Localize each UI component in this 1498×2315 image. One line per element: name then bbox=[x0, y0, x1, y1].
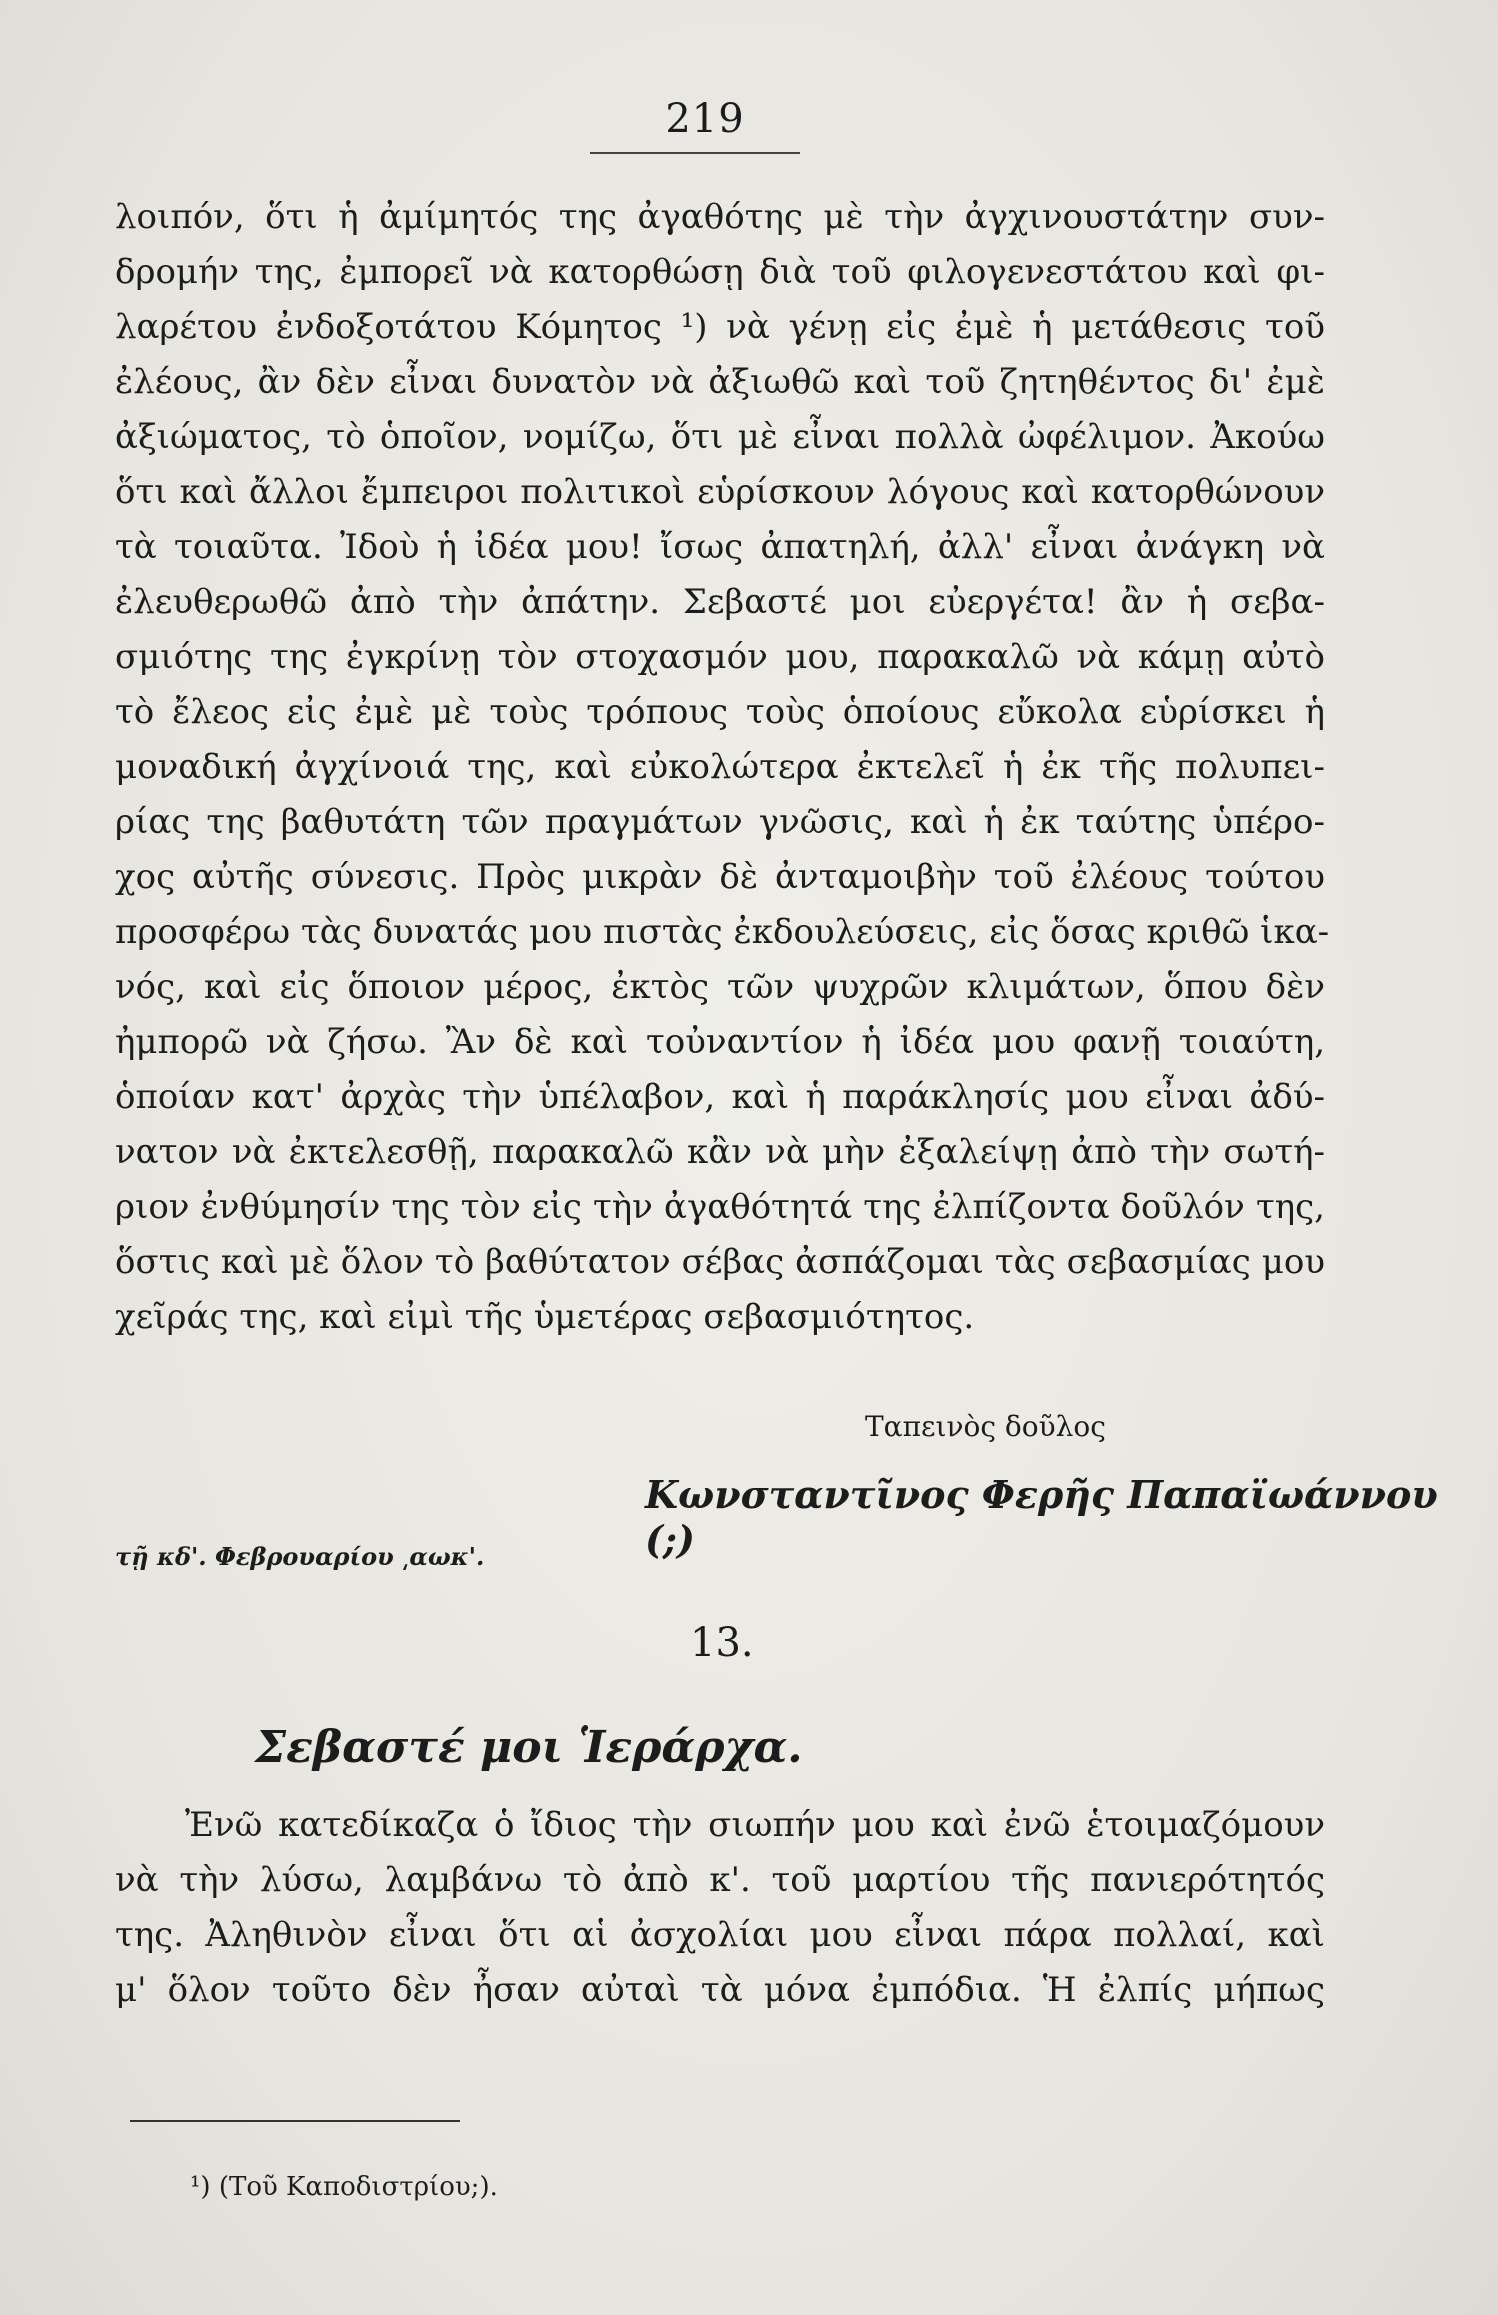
text-line: ὅστις καὶ μὲ ὅλον τὸ βαθύτατον σέβας ἀσπάζομαι τὰς σεβασμίας μου bbox=[115, 1242, 1325, 1282]
text-line: νατον νὰ ἐκτελεσθῇ, παρακαλῶ κἂν νὰ μὴν ἐξαλείψῃ ἀπὸ τὴν σωτή- bbox=[115, 1132, 1325, 1172]
footnote: ¹) (Τοῦ Καποδιστρίου;). bbox=[190, 2172, 498, 2202]
text-line: ἀξιώματος, τὸ ὁποῖον, νομίζω, ὅτι μὲ εἶναι πολλὰ ὠφέλιμον. Ἀκούω bbox=[115, 417, 1325, 457]
text-line: χος αὐτῆς σύνεσις. Πρὸς μικρὰν δὲ ἀνταμοιβὴν τοῦ ἐλέους τούτου bbox=[115, 857, 1325, 897]
page-number: 219 bbox=[665, 96, 745, 142]
text-line: τὰ τοιαῦτα. Ἰδοὺ ἡ ἰδέα μου! ἴσως ἀπατηλή, ἀλλ' εἶναι ἀνάγκη νὰ bbox=[115, 527, 1325, 567]
salutation: Σεβαστέ μοι Ἱεράρχα. bbox=[255, 1722, 803, 1773]
text-line: λοιπόν, ὅτι ἡ ἀμίμητός της ἀγαθότης μὲ τὴν ἀγχινουστάτην συν- bbox=[115, 197, 1325, 237]
text-line: τὸ ἔλεος εἰς ἐμὲ μὲ τοὺς τρόπους τοὺς ὁποίους εὔκολα εὑρίσκει ἡ bbox=[115, 692, 1325, 732]
text-line: της. Ἀληθινὸν εἶναι ὅτι αἱ ἀσχολίαι μου εἶναι πάρα πολλαί, καὶ bbox=[115, 1915, 1325, 1955]
text-line: ἐλευθερωθῶ ἀπὸ τὴν ἀπάτην. Σεβαστέ μοι εὐεργέτα! ἂν ἡ σεβα- bbox=[115, 582, 1325, 622]
text-line: προσφέρω τὰς δυνατάς μου πιστὰς ἐκδουλεύσεις, εἰς ὅσας κριθῶ ἱκα- bbox=[115, 912, 1330, 952]
closing-label: Ταπεινὸς δοῦλος bbox=[865, 1410, 1106, 1443]
text-line: Ἐνῶ κατεδίκαζα ὁ ἴδιος τὴν σιωπήν μου καὶ ἐνῶ ἑτοιμαζόμουν bbox=[185, 1805, 1325, 1845]
text-line: χεῖράς της, καὶ εἰμὶ τῆς ὑμετέρας σεβασμιότητος. bbox=[115, 1297, 975, 1337]
text-line: ρίας της βαθυτάτη τῶν πραγμάτων γνῶσις, καὶ ἡ ἐκ ταύτης ὑπέρο- bbox=[115, 802, 1325, 842]
text-line: μοναδική ἀγχίνοιά της, καὶ εὐκολώτερα ἐκτελεῖ ἡ ἐκ τῆς πολυπει- bbox=[115, 747, 1325, 787]
footnote-rule bbox=[130, 2120, 460, 2122]
text-line: σμιότης της ἐγκρίνῃ τὸν στοχασμόν μου, παρακαλῶ νὰ κάμῃ αὐτὸ bbox=[115, 637, 1325, 677]
text-line: λαρέτου ἐνδοξοτάτου Κόμητος ¹) νὰ γένῃ εἰς ἐμὲ ἡ μετάθεσις τοῦ bbox=[115, 307, 1325, 347]
letter-number: 13. bbox=[690, 1620, 754, 1666]
text-line: ἐλέους, ἂν δὲν εἶναι δυνατὸν νὰ ἀξιωθῶ καὶ τοῦ ζητηθέντος δι' ἐμὲ bbox=[115, 362, 1325, 402]
signature: Κωνσταντῖνος Φερῆς Παπαϊωάννου (;) bbox=[645, 1472, 1438, 1562]
text-line: ἠμπορῶ νὰ ζήσω. Ἂν δὲ καὶ τοὐναντίον ἡ ἰδέα μου φανῇ τοιαύτη, bbox=[115, 1022, 1325, 1062]
header-rule bbox=[590, 152, 800, 154]
date-line: τῇ κδ'. Φεβρουαρίου ͵αωκ'. bbox=[115, 1542, 485, 1571]
text-line: ὅτι καὶ ἄλλοι ἔμπειροι πολιτικοὶ εὑρίσκουν λόγους καὶ κατορθώνουν bbox=[115, 472, 1325, 512]
text-line: δρομήν της, ἐμπορεῖ νὰ κατορθώσῃ διὰ τοῦ φιλογενεστάτου καὶ φι- bbox=[115, 252, 1325, 292]
text-line: νός, καὶ εἰς ὅποιον μέρος, ἐκτὸς τῶν ψυχρῶν κλιμάτων, ὅπου δὲν bbox=[115, 967, 1325, 1007]
text-line: ριον ἐνθύμησίν της τὸν εἰς τὴν ἀγαθότητά της ἐλπίζοντα δοῦλόν της, bbox=[115, 1187, 1325, 1227]
text-line: νὰ τὴν λύσω, λαμβάνω τὸ ἀπὸ κ'. τοῦ μαρτίου τῆς πανιερότητός bbox=[115, 1860, 1325, 1900]
text-line: ὁποίαν κατ' ἀρχὰς τὴν ὑπέλαβον, καὶ ἡ παράκλησίς μου εἶναι ἀδύ- bbox=[115, 1077, 1325, 1117]
text-line: μ' ὅλον τοῦτο δὲν ἦσαν αὐταὶ τὰ μόνα ἐμπόδια. Ἡ ἐλπίς μήπως bbox=[115, 1970, 1325, 2010]
